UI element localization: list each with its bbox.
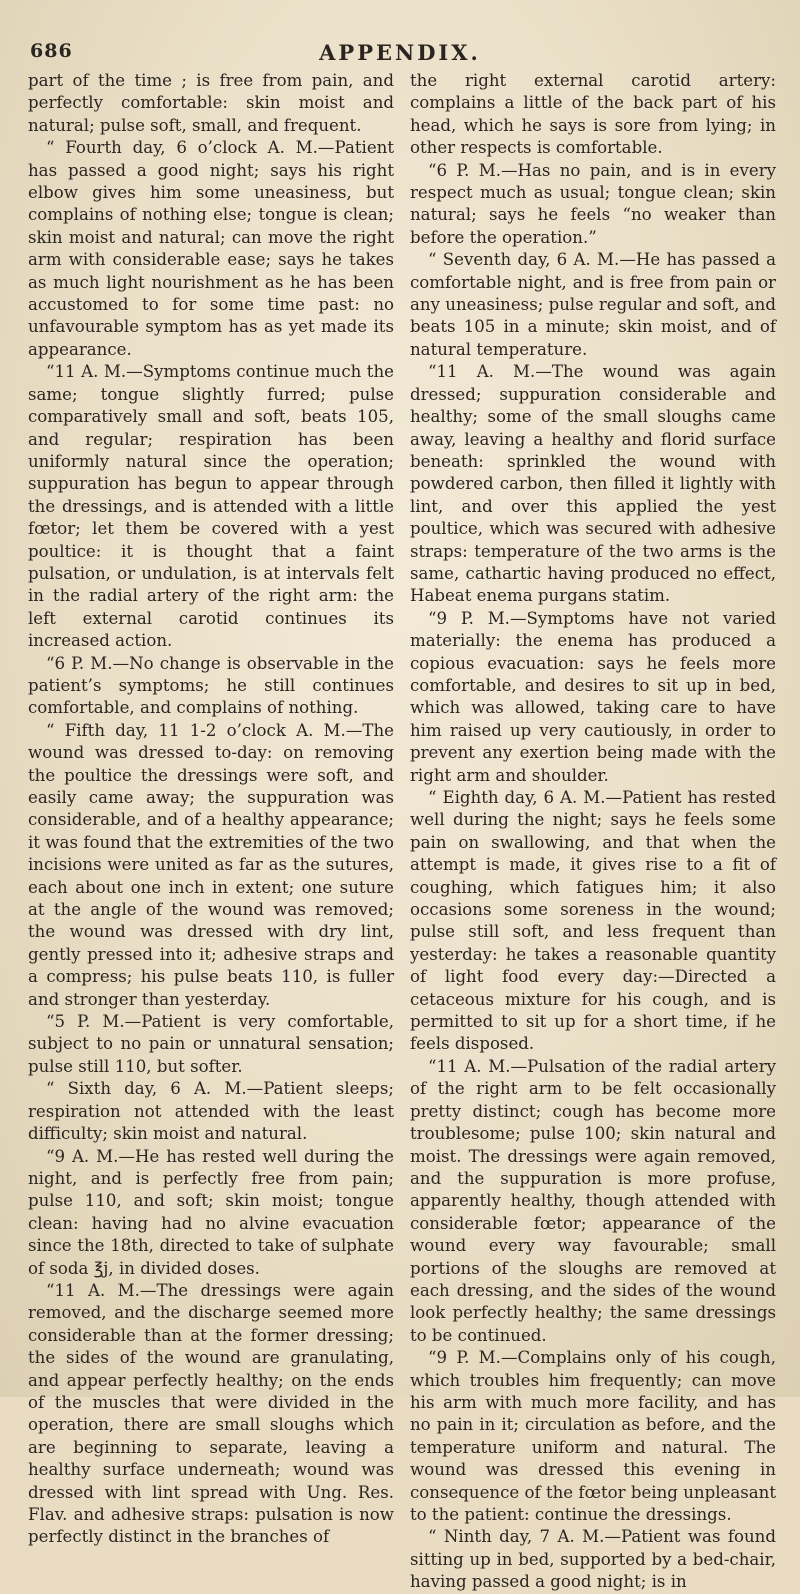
paragraph: “5 P. M.—Patient is very comfortable, subject to no pain or unnatural sensation; pulse still 110, but softer. bbox=[28, 1012, 394, 1076]
running-head: APPENDIX. bbox=[319, 40, 481, 65]
paragraph: “ Ninth day, 7 A. M.—Patient was found sitting up in bed, supported by a bed-chair, having passed a good night; is in bbox=[410, 1527, 776, 1592]
paragraph: “9 P. M.—Complains only of his cough, which troubles him frequently; can move his arm with much more facility, and has no pain in it; circulation as before, and the temperature uniform and natural. The wound was dressed this evening in consequence of the fœtor being unpleasant to the patient: continue the dressings. bbox=[410, 1348, 776, 1524]
paragraph: “ Fourth day, 6 o’clock A. M.—Patient has passed a good night; says his right elbow gives him some uneasiness, but complains of nothing else; tongue is clean; skin moist and natural; can move the right arm with considerable ease; says he takes as much light nourishment as he has been accustomed to for some time past: no unfavourable symptom has as yet made its appearance. bbox=[28, 138, 394, 359]
paragraph: “ Seventh day, 6 A. M.—He has passed a comfortable night, and is free from pain or any uneasiness; pulse regular and soft, and beats 105 in a minute; skin moist, and of natural temperature. bbox=[410, 250, 776, 359]
paragraph: “ Fifth day, 11 1-2 o’clock A. M.—The wound was dressed to-day: on removing the poultice the dressings were soft, and easily came away; the suppuration was considerable, and of a healthy appearance; it was found that the extremities of the two incisions were united as far as the sutures, each about one inch in extent; one suture at the angle of the wound was removed; the wound was dressed with dry lint, gently pressed into it; adhesive straps and a compress; his pulse beats 110, is fuller and stronger than yesterday. bbox=[28, 720, 394, 1009]
paragraph: “11 A. M.—Pulsation of the radial artery of the right arm to be felt occasionally pretty distinct; cough has become more troublesome; pulse 100; skin natural and moist. The dressings were again removed, and the suppuration is more profuse, apparently healthy, though attended with considerable fœtor; appearance of the wound every way favourable; small portions of the sloughs are removed at each dressing, and the sides of the wound look perfectly healthy; the same dressings to be continued. bbox=[410, 1056, 776, 1345]
paragraph: “11 A. M.—Symptoms continue much the same; tongue slightly furred; pulse comparatively small and soft, beats 105, and regular; respiration has been uniformly natural since the operation; suppuration has begun to appear through the dressings, and is attended with a little fœtor; let them be covered with a yest poultice: it is thought that a faint pulsation, or undulation, is at intervals felt in the radial artery of the right arm: the left external carotid continues its increased action. bbox=[28, 362, 394, 651]
right-column bbox=[410, 70, 776, 1592]
left-column bbox=[28, 70, 394, 1547]
paragraph: part of the time ; is free from pain, and perfectly comfortable: skin moist and natural; pulse soft, small, and frequent. bbox=[28, 71, 394, 135]
paragraph: “9 A. M.—He has rested well during the night, and is perfectly free from pain; pulse 110, and soft; skin moist; tongue clean: having had no alvine evacuation since the 18th, directed to take of sulphate of soda ℥j, in divided doses. bbox=[28, 1146, 394, 1278]
paragraph: the right external carotid artery: complains a little of the back part of his head, which he says is sore from lying; in other respects is comfortable. bbox=[410, 71, 776, 158]
paragraph: “11 A. M.—The dressings were again removed, and the discharge seemed more considerable than at the former dressing; the sides of the wound are granulating, and appear perfectly healthy; on the ends of the muscles that were divided in the operation, there are small sloughs which are beginning to separate, leaving a healthy surface underneath; wound was dressed with lint spread with Ung. Res. Flav. and adhesive straps: pulsation is now perfectly distinct in the branches of bbox=[28, 1280, 394, 1547]
page-number: 686 bbox=[30, 40, 73, 62]
paragraph: “6 P. M.—No change is observable in the patient’s symptoms; he still continues comfortable, and complains of nothing. bbox=[28, 653, 394, 718]
text-columns bbox=[28, 70, 776, 1592]
paragraph: “ Eighth day, 6 A. M.—Patient has rested well during the night; says he feels some pain on swallowing, and that when the attempt is made, it gives rise to a fit of coughing, which fatigues him; it also occasions some soreness in the wound; pulse still soft, and less frequent than yesterday: he takes a reasonable quantity of light food every day:—Directed a cetaceous mixture for his cough, and is permitted to sit up for a short time, if he feels disposed. bbox=[410, 788, 776, 1054]
paragraph: “9 P. M.—Symptoms have not varied materially: the enema has produced a copious evacuation: says he feels more comfortable, and desires to sit up in bed, which was allowed, taking care to have him raised up very cautiously, in order to prevent any exertion being made with the right arm and shoulder. bbox=[410, 608, 776, 785]
paragraph: “ Sixth day, 6 A. M.—Patient sleeps; respiration not attended with the least difficulty; skin moist and natural. bbox=[28, 1079, 394, 1144]
paragraph: “11 A. M.—The wound was again dressed; suppuration considerable and healthy; some of the small sloughs came away, leaving a healthy and florid surface beneath: sprinkled the wound with powdered carbon, then filled it lightly with lint, and over this applied the yest poultice, which was secured with adhesive straps: temperature of the two arms is the same, cathartic having produced no effect, Habeat enema purgans statim. bbox=[410, 362, 776, 606]
page-header bbox=[20, 26, 780, 66]
paragraph: “6 P. M.—Has no pain, and is in every respect much as usual; tongue clean; skin natural; says he feels “no weaker than before the operation.” bbox=[410, 160, 776, 247]
